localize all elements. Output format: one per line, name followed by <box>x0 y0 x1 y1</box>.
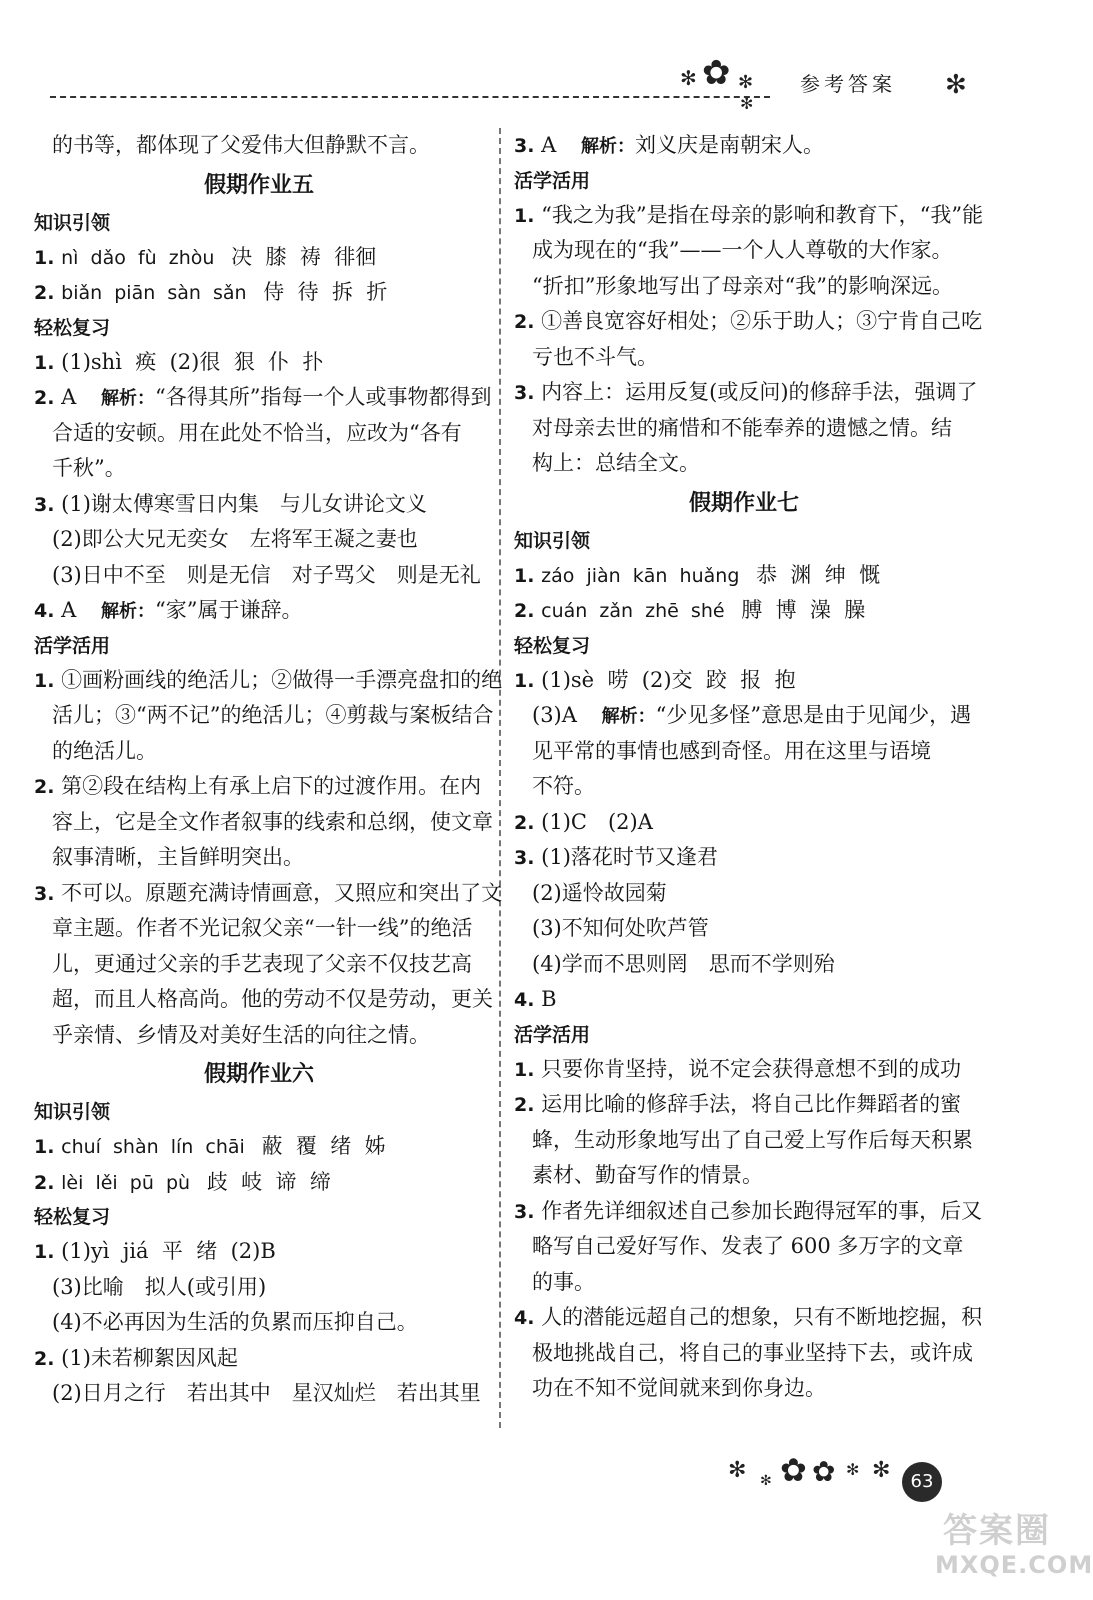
pinyin-text: biǎn piān sàn sǎn <box>61 282 247 304</box>
answer-line: 乎亲情、乡情及对美好生活的向往之情。 <box>52 1022 430 1047</box>
flower-icon: ✿ <box>780 1451 807 1489</box>
analysis-label: 解析： <box>581 136 635 157</box>
answer-text: “我之为我”是指在母亲的影响和教育下，“我”能 <box>541 202 984 227</box>
item-number: 2. <box>34 1171 55 1194</box>
answer-text: 歧 岐 谛 缔 <box>206 1169 331 1194</box>
answer-line <box>514 840 974 876</box>
item-number: 2. <box>514 311 535 333</box>
item-number: 3. <box>34 882 55 905</box>
answer-line <box>34 1165 484 1201</box>
answer-line <box>34 380 492 416</box>
flower-icon: ✻ <box>872 1458 891 1483</box>
analysis-label: 解析： <box>101 388 155 409</box>
flower-icon: ✻ <box>945 70 967 100</box>
page-number-badge: 63 <box>902 1462 942 1502</box>
item-number: 2. <box>514 811 535 834</box>
pinyin-text: nì dǎo fù zhòu <box>61 246 215 269</box>
answer-line <box>34 663 503 699</box>
pinyin-text: lèi lěi pū pù <box>61 1171 191 1194</box>
answer-line <box>34 345 484 381</box>
answer-text: 蔽 覆 绪 姊 <box>261 1134 386 1158</box>
subheading: 活学活用 <box>34 634 111 657</box>
item-number: 2. <box>514 600 535 622</box>
answer-text: ①善良宽容好相处；②乐于助人；③宁肯自己吃 <box>541 309 983 333</box>
item-number: 1. <box>34 246 55 269</box>
watermark-url: MXQE.COM <box>935 1551 1093 1579</box>
page-header <box>0 0 1074 120</box>
answer-line <box>34 769 484 805</box>
answer-text: (3)A <box>532 703 577 727</box>
answer-line <box>34 593 484 629</box>
subheading: 知识引领 <box>34 1101 111 1123</box>
answer-line: (3)比喻 拟人(或引用) <box>52 1274 267 1299</box>
pinyin-text: chuí shàn lín chāi <box>61 1136 245 1158</box>
item-number: 1. <box>34 1241 55 1263</box>
answer-text: 不可以。原题充满诗情画意，又照应和突出了文 <box>61 880 503 905</box>
answer-line: 功在不知不觉间就来到你身边。 <box>532 1376 826 1400</box>
item-number: 3. <box>34 493 55 516</box>
subheading: 轻松复习 <box>34 1206 111 1228</box>
answer-line: 的事。 <box>532 1269 595 1294</box>
answer-line <box>514 128 974 164</box>
section-title: 假期作业六 <box>203 1062 314 1087</box>
answer-line <box>514 558 974 594</box>
item-number: 3. <box>514 382 535 404</box>
answer-line <box>514 1300 983 1336</box>
answer-line: 成为现在的“我”——一个人人尊敬的大作家。 <box>532 238 953 262</box>
answer-line: (2)遥怜故园菊 <box>532 880 667 905</box>
answer-line <box>514 593 974 629</box>
flower-icon: ✻ <box>846 1460 860 1479</box>
right-column <box>514 128 984 1407</box>
answer-line: (3)日中不至 则是无信 对子骂父 则是无礼 <box>52 562 481 587</box>
answer-text: (1)未若柳絮因风起 <box>61 1345 238 1370</box>
answer-line: 亏也不斗气。 <box>532 344 658 369</box>
watermark-logo-text: 答案圈 <box>943 1511 1051 1551</box>
answer-text: B <box>541 987 557 1011</box>
answer-line: 蜂，生动形象地写出了自己爱上写作后每天积累 <box>532 1127 973 1152</box>
subheading: 轻松复习 <box>514 634 591 657</box>
item-number: 3. <box>514 847 535 869</box>
answer-line: 的书等，都体现了父爱伟大但静默不言。 <box>52 133 430 157</box>
answer-text: (1)shì 痪 (2)很 狠 仆 扑 <box>61 349 324 374</box>
answer-text: A <box>61 385 77 409</box>
item-number: 2. <box>514 1094 535 1116</box>
answer-line: (3)不知何处吹芦管 <box>532 916 709 940</box>
subheading: 活学活用 <box>514 169 591 192</box>
subheading: 知识引领 <box>34 211 111 234</box>
answer-line <box>514 1194 983 1230</box>
answer-text: “家”属于谦辞。 <box>155 598 303 622</box>
item-number: 1. <box>34 669 55 692</box>
column-divider <box>499 128 501 1428</box>
answer-line <box>514 982 974 1018</box>
analysis-label: 解析： <box>601 706 656 727</box>
answer-line: 儿，更通过父亲的手艺表现了父亲不仅技艺高 <box>52 951 472 976</box>
flower-icon: ✿ <box>812 1455 836 1488</box>
answer-line <box>514 304 983 340</box>
answer-text: 作者先详细叙述自己参加长跑得冠军的事，后又 <box>541 1198 983 1223</box>
answer-line: 对母亲去世的痛惜和不能奉养的遗憾之情。结 <box>532 415 952 440</box>
item-number: 1. <box>514 204 535 227</box>
answer-text: (1)谢太傅寒雪日内集 与儿女讲论文义 <box>61 491 427 516</box>
item-number: 1. <box>514 564 535 587</box>
flower-icon: ✻ <box>760 1473 772 1489</box>
flower-icon: ✻ <box>740 94 754 113</box>
answer-text: (1)落花时节又逢君 <box>541 845 718 869</box>
item-number: 3. <box>514 135 535 157</box>
answer-text: A <box>541 133 557 157</box>
answer-text: 第②段在结构上有承上启下的过渡作用。在内 <box>61 774 482 798</box>
item-number: 1. <box>514 1058 535 1081</box>
item-number: 4. <box>514 989 535 1011</box>
answer-line: 章主题。作者不光记叙父亲“一针一线”的绝活 <box>52 916 473 940</box>
answer-line: 的绝活儿。 <box>52 738 157 763</box>
subheading: 知识引领 <box>514 529 591 552</box>
header-dashed-line <box>50 96 770 98</box>
pinyin-text: záo jiàn kān huǎng <box>541 564 740 587</box>
answer-text: (1)sè 唠 (2)交 跤 报 抱 <box>541 667 796 692</box>
answer-line: 活儿；③“两不记”的绝活儿；④剪裁与案板结合 <box>52 703 494 727</box>
item-number: 2. <box>34 387 55 409</box>
left-column <box>34 128 503 1412</box>
watermark <box>905 1495 1093 1595</box>
answer-line <box>34 240 484 276</box>
flower-icon: ✻ <box>728 1458 747 1483</box>
answer-text: (1)yì jiá 平 绪 (2)B <box>61 1239 276 1263</box>
analysis-label: 解析： <box>101 601 155 622</box>
flower-icon: ✻ <box>680 66 697 90</box>
flower-icon: ✿ <box>702 53 731 93</box>
item-number: 3. <box>514 1200 535 1223</box>
answer-text: “各得其所”指每一个人或事物都得到 <box>155 385 492 409</box>
answer-text: 恭 渊 绅 慨 <box>756 562 881 587</box>
answer-text: ①画粉画线的绝活儿；②做得一手漂亮盘扣的绝 <box>61 667 503 692</box>
item-number: 1. <box>514 669 535 692</box>
item-number: 1. <box>34 351 55 374</box>
answer-line: 叙事清晰，主旨鲜明突出。 <box>52 845 304 869</box>
answer-text: 只要你肯坚持，说不定会获得意想不到的成功 <box>541 1056 962 1081</box>
answer-line: 极地挑战自己，将自己的事业坚持下去，或许成 <box>532 1340 973 1365</box>
answer-line: “折扣”形象地写出了母亲对“我”的影响深远。 <box>532 273 953 298</box>
answer-line <box>514 1052 974 1088</box>
answer-line <box>514 375 978 411</box>
header-title: 参考答案 <box>800 72 896 96</box>
answer-line: 构上：总结全文。 <box>532 451 700 475</box>
answer-text: (1)C (2)A <box>541 809 653 834</box>
answer-line: 素材、勤奋写作的情景。 <box>532 1163 763 1187</box>
answer-line: 见平常的事情也感到奇怪。用在这里与语境 <box>532 738 931 763</box>
answer-line: 千秋”。 <box>52 456 126 480</box>
answer-line <box>34 275 484 311</box>
subheading: 活学活用 <box>514 1023 591 1046</box>
answer-text: 膊 博 澡 臊 <box>741 598 866 622</box>
answer-line <box>514 663 974 699</box>
answer-line: (4)学而不思则罔 思而不学则殆 <box>532 951 835 976</box>
section-title: 假期作业五 <box>203 172 314 198</box>
answer-line: 不符。 <box>532 774 595 798</box>
answer-text: 刘义庆是南朝宋人。 <box>635 133 824 157</box>
item-number: 2. <box>34 282 55 304</box>
answer-line: 超，而且人格高尚。他的劳动不仅是劳动，更关 <box>52 987 493 1011</box>
section-title: 假期作业七 <box>688 490 799 516</box>
answer-line <box>514 198 984 234</box>
answer-line: 略写自己爱好写作、发表了 600 多万字的文章 <box>532 1234 964 1258</box>
answer-text: A <box>61 598 77 622</box>
answer-line <box>514 1087 974 1123</box>
answer-line <box>34 487 484 523</box>
answer-line <box>34 1129 484 1165</box>
flower-icon: ✻ <box>738 72 754 93</box>
answer-text: 内容上：运用反复(或反问)的修辞手法，强调了 <box>541 380 978 404</box>
answer-line: (2)即公大兄无奕女 左将军王凝之妻也 <box>52 527 418 551</box>
item-number: 2. <box>34 1347 55 1370</box>
answer-line <box>514 698 974 734</box>
item-number: 4. <box>514 1307 535 1329</box>
answer-text: 人的潜能远超自己的想象，只有不断地挖掘，积 <box>541 1305 983 1329</box>
answer-text: 决 膝 祷 徘徊 <box>231 244 377 269</box>
answer-text: 侍 待 拆 折 <box>263 280 388 304</box>
answer-text: “少见多怪”意思是由于见闻少，遇 <box>655 703 972 727</box>
answer-line: 容上，它是全文作者叙事的线索和总纲，使文章 <box>52 809 493 834</box>
answer-line <box>514 805 974 841</box>
answer-line: (4)不必再因为生活的负累而压抑自己。 <box>52 1310 418 1334</box>
item-number: 4. <box>34 600 55 622</box>
answer-line: (2)日月之行 若出其中 星汉灿烂 若出其里 <box>52 1381 481 1405</box>
subheading: 轻松复习 <box>34 316 111 339</box>
answer-line <box>34 1234 484 1270</box>
item-number: 2. <box>34 776 55 798</box>
answer-text: 运用比喻的修辞手法，将自己比作舞蹈者的蜜 <box>541 1092 962 1116</box>
answer-line <box>34 876 503 912</box>
answer-line: 合适的安顿。用在此处不恰当，应改为“各有 <box>52 420 462 445</box>
item-number: 1. <box>34 1136 55 1158</box>
answer-line <box>34 1341 484 1377</box>
pinyin-text: cuán zǎn zhē shé <box>541 600 725 622</box>
